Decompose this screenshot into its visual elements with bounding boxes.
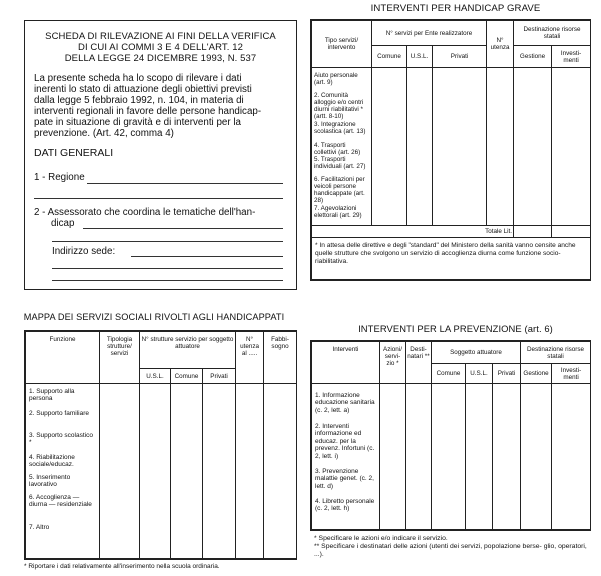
- mappa-col-funzione: Funzione: [26, 332, 100, 384]
- mappa-sub-privati: Privati: [203, 369, 236, 384]
- mappa-table: [25, 331, 297, 559]
- list-item: 2. Interventi informazione ed educaz. per la prevenz. Infortuni (c. 2, lett. i): [315, 423, 375, 460]
- grave-sub-usl: U.S.L.: [407, 46, 433, 68]
- mappa-card: [24, 330, 297, 560]
- list-item: 3. Supporto scolastico *: [29, 432, 93, 447]
- field-indirizzo-line-2[interactable]: [52, 268, 283, 269]
- prevenzione-notes: [314, 535, 594, 558]
- list-item: 6. Facilitazioni per veicoli persone handicappate (art. 28): [314, 176, 365, 204]
- mappa-col-tipologia: Tipologia strutture/ servizi: [100, 332, 140, 384]
- field-assessorato-label: 2 - Assessorato che coordina le tematiche dell'han- dicap: [34, 207, 256, 229]
- prev-note-2: ** Specificare i destinatari delle azioni (utenti dei servizi, popolazione berse- glio, operatori, ...).: [314, 542, 587, 558]
- grave-col-num-servizi: N° servizi per Ente realizzatore: [372, 21, 487, 46]
- grave-card: [310, 19, 591, 281]
- list-item: 6. Accoglienza — diurna — residenziale: [29, 494, 92, 509]
- prev-rows-cell: [312, 384, 380, 530]
- input-cell[interactable]: [552, 384, 591, 530]
- field-assessorato-line-2[interactable]: [52, 241, 283, 242]
- list-item: 3. Prevenzione malattie genet. (c. 2, lett. d): [315, 468, 374, 490]
- field-regione-line[interactable]: [87, 183, 283, 184]
- mappa-col-fabbisogno: Fabbi- sogno: [264, 332, 297, 384]
- list-item: 1. Informazione educazione sanitaria (c. 2, lett. a): [315, 392, 375, 414]
- mappa-rows-cell: [26, 384, 100, 559]
- mappa-sub-usl: U.S.L.: [140, 369, 171, 384]
- list-item: 7. Agevolazioni elettorali (art. 29): [314, 205, 362, 219]
- prev-sub-privati: Privati: [493, 364, 521, 384]
- input-cell[interactable]: [521, 384, 552, 530]
- grave-col-destinazione: Destinazione risorse statali: [514, 21, 591, 46]
- prev-col-destinazione: Destinazione risorse statali: [521, 342, 591, 364]
- field-assessorato-line[interactable]: [83, 228, 283, 229]
- table-row: [312, 68, 591, 226]
- grave-col-tipo: Tipo servizi/ intervento: [312, 21, 372, 68]
- grave-table: [311, 20, 591, 280]
- mappa-col-strutture: N° strutture servizio per soggetto attuatore: [140, 332, 236, 369]
- grave-sub-gestione: Gestione: [514, 46, 552, 68]
- list-item: 7. Altro: [29, 524, 50, 532]
- field-indirizzo-label: Indirizzo sede:: [52, 246, 116, 257]
- input-cell[interactable]: [236, 384, 264, 559]
- field-regione-line-2[interactable]: [34, 198, 283, 199]
- total-cell[interactable]: [514, 226, 552, 238]
- scheda-title: SCHEDA DI RILEVAZIONE AI FINI DELLA VERIFICA DI CUI AI COMMI 3 E 4 DELL'ART. 12 DELLA LEGGE 24 DICEMBRE 1993, N. 537: [45, 31, 276, 64]
- input-cell[interactable]: [466, 384, 493, 530]
- grave-note: * In attesa delle direttive e degli "standard" del Ministero della sanità vanno censite anche quelle strutture che svolgono un servizio di accoglienza diurna come funzione socio-riabilitativa.: [312, 238, 591, 280]
- grave-sub-comune: Comune: [372, 46, 407, 68]
- prev-col-interventi: Interventi: [312, 342, 380, 384]
- table-row: [312, 384, 591, 530]
- grave-sub-investimenti: Investi- menti: [552, 46, 591, 68]
- field-indirizzo-line[interactable]: [131, 256, 283, 257]
- scheda-card: [24, 20, 297, 290]
- list-item: 2. Supporto familiare: [29, 410, 89, 418]
- input-cell[interactable]: [264, 384, 297, 559]
- input-cell[interactable]: [487, 68, 514, 226]
- total-cell[interactable]: [552, 226, 591, 238]
- grave-rows-cell: [312, 68, 372, 226]
- scheda-intro: La presente scheda ha lo scopo di rilevare i dati inerenti lo stato di attuazione degli obiettivi previsti dalla legge 5 febbraio 1992, n. 104, in materia di interventi regionali in favore delle persone handicap- pate in situazione di gravità e di interventi per la prevenzione. (Art. 42, comma 4): [34, 73, 262, 139]
- list-item: 1. Supporto alla persona: [29, 388, 75, 403]
- list-item: 4. Riabilitazione sociale/educaz.: [29, 454, 75, 469]
- list-item: 3. Integrazione scolastica (art. 13): [314, 121, 366, 135]
- prevenzione-card: [310, 340, 591, 531]
- input-cell[interactable]: [140, 384, 171, 559]
- input-cell[interactable]: [100, 384, 140, 559]
- input-cell[interactable]: [433, 68, 487, 226]
- input-cell[interactable]: [407, 68, 433, 226]
- prev-col-azioni: Azioni/ servi- zio *: [380, 342, 406, 384]
- prev-note-1: * Specificare le azioni e/o indicare il servizio.: [314, 535, 448, 542]
- list-item: 5. Trasporti individuali (art. 27): [314, 156, 366, 170]
- grave-title: INTERVENTI PER HANDICAP GRAVE: [370, 3, 541, 14]
- prevenzione-table: [311, 341, 591, 530]
- mappa-col-utenza: N° utenza al .....: [236, 332, 264, 384]
- grave-total-label: Totale Lit.: [312, 226, 514, 238]
- input-cell[interactable]: [203, 384, 236, 559]
- grave-col-utenza: N° utenza: [487, 21, 514, 68]
- list-item: 5. Inserimento lavorativo: [29, 474, 71, 489]
- list-item: 4. Trasporti collettivi (art. 26): [314, 142, 361, 156]
- input-cell[interactable]: [380, 384, 406, 530]
- input-cell[interactable]: [171, 384, 203, 559]
- list-item: 2. Comunità alloggio e/o centri diurni riabilitativi * (artt. 8-10): [314, 92, 364, 120]
- mappa-note: * Riportare i dati relativamente all'inserimento nella scuola ordinaria.: [24, 563, 220, 570]
- prev-sub-gestione: Gestione: [521, 364, 552, 384]
- prev-sub-comune: Comune: [432, 364, 466, 384]
- input-cell[interactable]: [514, 68, 552, 226]
- prev-col-soggetto: Soggetto attuatore: [432, 342, 521, 364]
- input-cell[interactable]: [372, 68, 407, 226]
- mappa-sub-comune: Comune: [171, 369, 203, 384]
- list-item: 4. Libretto personale (c. 2, lett. h): [315, 498, 375, 513]
- input-cell[interactable]: [493, 384, 521, 530]
- field-indirizzo-line-3[interactable]: [52, 280, 283, 281]
- input-cell[interactable]: [406, 384, 432, 530]
- table-row: [26, 384, 297, 559]
- list-item: Aiuto personale (art. 9): [314, 72, 358, 86]
- section-heading: DATI GENERALI: [34, 147, 114, 159]
- input-cell[interactable]: [552, 68, 591, 226]
- prevenzione-title: INTERVENTI PER LA PREVENZIONE (art. 6): [358, 323, 553, 334]
- input-cell[interactable]: [432, 384, 466, 530]
- prev-sub-usl: U.S.L.: [466, 364, 493, 384]
- field-regione-label: 1 - Regione: [34, 172, 85, 183]
- mappa-title: MAPPA DEI SERVIZI SOCIALI RIVOLTI AGLI HANDICAPPATI: [23, 312, 285, 322]
- prev-sub-investimenti: Investi- menti: [552, 364, 591, 384]
- grave-sub-privati: Privati: [433, 46, 487, 68]
- prev-col-destinatari: Desti- natari **: [406, 342, 432, 384]
